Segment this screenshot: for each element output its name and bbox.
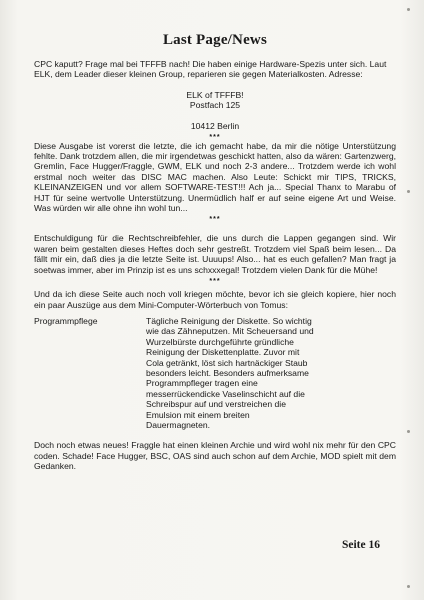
address-line-2: Postfach 125: [189, 100, 241, 111]
address-city: 10412 Berlin: [190, 120, 240, 131]
dictionary-entry: [34, 316, 396, 430]
scan-speck: [407, 430, 410, 433]
dictionary-term: Programmpflege: [34, 315, 98, 326]
scan-speck: [407, 585, 410, 588]
news-paragraph: Doch noch etwas neues! Fraggle hat einen kleinen Archie und wird wohl nix mehr für den CPC coden. Schade! Face Hugger, BSC, OAS sind auch schon auf dem Archie, MOD spielt mit dem Gedanken.: [34, 440, 396, 472]
scan-speck: [407, 190, 410, 193]
dictionary-definition: Tägliche Reinigung der Diskette. So wichtig wie das Zähneputzen. Mit Scheuersand und Wurzelbürste durchgeführte gründliche Reinigung der Diskettenplatte. Zuvor mit Cola getränkt, löst sich hartnäckiger Staub besonders leicht. Besonders aufmerksame Programmpfleger tragen eine messerrückendicke Vaselinschicht auf die Schreibspur auf und verstreichen die Emulsion mit einem breiten Dauermagneten.: [146, 315, 314, 430]
page-content: [34, 30, 396, 472]
apology-paragraph: Entschuldigung für die Rechtschreibfehler, die uns durch die Lappen gegangen sind. Wir waren beim gestalten dieses Heftes doch sehr gestreßt. Trotzdem viel Spaß beim lesen... Da fällt mir ein, daß dies ja die letzte Seite ist. Uuuups! Also... hat es euch gefallen? Man fragt ja soetwas immer, aber im Prinzip ist es uns schxxxegal! Trotzdem vielen Dank für die Mühe!: [34, 233, 396, 275]
separator: ***: [209, 278, 221, 286]
intro-paragraph: CPC kaputt? Frage mal bei TFFFB nach! Die haben einige Hardware-Spezis unter sich. Laut ELK, dem Leader dieser kleinen Group, reparieren sie gegen Materialkosten. Adresse:: [34, 59, 387, 80]
address-line-1: ELK of TFFFB!: [186, 89, 244, 100]
dictionary-intro-paragraph: Und da ich diese Seite auch noch voll kriegen möchte, bevor ich sie gleich kopiere, hier noch ein paar Auszüge aus dem Mini-Computer-Wörterbuch von Tomus:: [34, 289, 396, 310]
address-block: [34, 90, 396, 111]
separator: ***: [209, 133, 221, 141]
page-title: Last Page/News: [162, 32, 268, 48]
page-number: Seite 16: [341, 539, 380, 551]
scan-speck: [407, 8, 410, 11]
farewell-paragraph: Diese Ausgabe ist vorerst die letzte, die ich gemacht habe, da mir die nötige Unterstützung fehlte. Dank trotzdem allen, die mir irgendetwas geschickt hatten, also da wären: Gartenzwerg, Gremlin, Face Hugger/Fraggle, GWM, ELK und noch 2-3 andere... Trotzdem werde ich wohl erstmal noch weiter das DISC MAC machen. Also Leute: Schickt mir TIPS, TRICKS, KLEINANZEIGEN und vor allem SOFTWARE-TEST!!! Ach ja... Special Thanx to Marabu of HJT für seine wertvolle Unterstützung. Unermüdlich half er auf seine eigene Art und Weise. Was würden wir alle ohne ihn wohl tun...: [34, 140, 396, 214]
separator: ***: [209, 216, 221, 224]
